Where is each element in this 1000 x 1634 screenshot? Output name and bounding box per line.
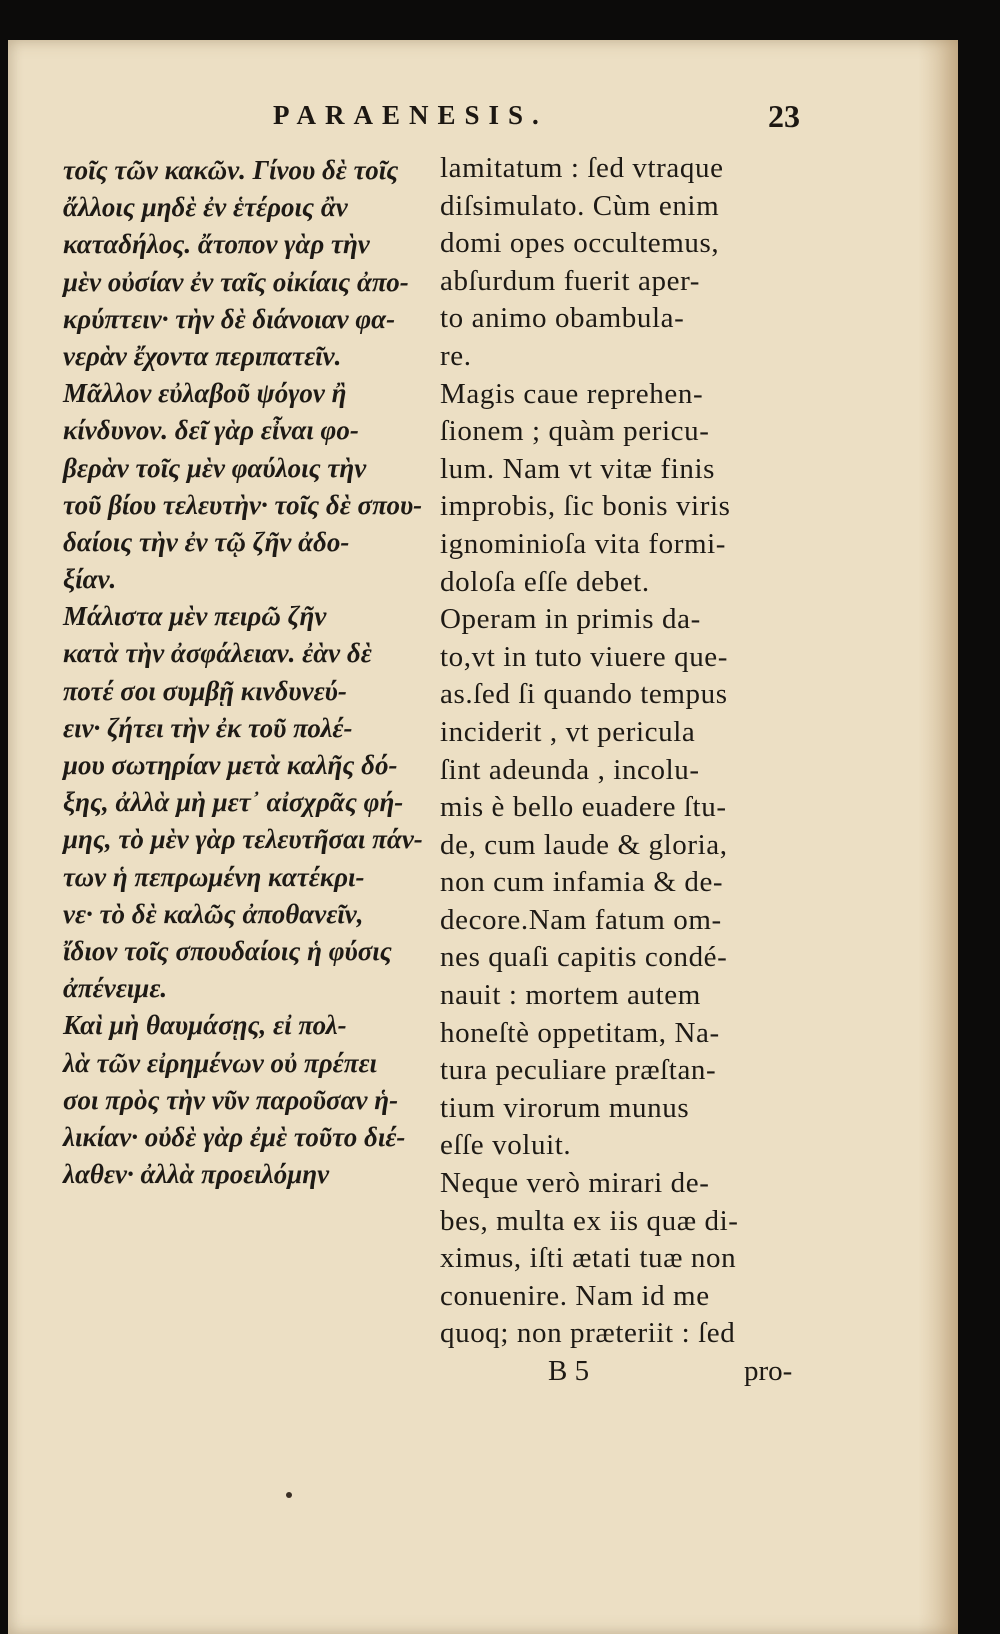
latin-text-line: inciderit , vt pericula	[440, 715, 696, 748]
greek-text-line: ξης, ἀλλὰ μὴ μετ᾽ αἰσχρᾶς φή-	[63, 787, 404, 818]
latin-text-line: ſint adeunda , incolu-	[440, 753, 700, 786]
latin-text-line: Operam in primis da-	[440, 603, 701, 636]
latin-text-line: lamitatum : ſed vtraque	[440, 152, 724, 184]
book-page	[8, 40, 958, 1634]
greek-text-line: κίνδυνον. δεῖ γὰρ εἶναι φο-	[63, 415, 359, 446]
latin-text-line: eſſe voluit.	[440, 1129, 572, 1162]
latin-text-line: conuenire. Nam id me	[440, 1279, 710, 1312]
latin-text-line: honeſtè oppetitam, Na-	[440, 1016, 720, 1049]
greek-text-line: ἄλλοις μηδὲ ἐν ἑτέροις ἂν	[63, 192, 348, 223]
greek-text-line: νε· τὸ δὲ καλῶς ἀποθανεῖν,	[63, 898, 364, 929]
greek-text-line: τοῦ βίου τελευτὴν· τοῖς δὲ σπου-	[63, 489, 423, 520]
greek-text-line: ἀπένειμε.	[63, 973, 168, 1004]
greek-text-line: μου σωτηρίαν μετὰ καλῆς δό-	[63, 750, 398, 780]
greek-text-line: λὰ τῶν εἰρημένων οὐ πρέπει	[63, 1047, 378, 1078]
greek-text-line: λαθεν· ἀλλὰ προειλόμην	[63, 1159, 330, 1190]
latin-text-line: tura peculiare præſtan-	[440, 1054, 717, 1087]
greek-text-line: μὲν οὐσίαν ἐν ταῖς οἰκίαις ἀπο-	[63, 266, 409, 297]
latin-text-line: as.ſed ſi quando tempus	[440, 678, 728, 711]
latin-text-line: ſionem ; quàm pericu-	[440, 415, 710, 448]
latin-text-line: doloſa eſſe debet.	[440, 565, 650, 598]
latin-text-line: to,vt in tuto viuere que-	[440, 640, 729, 673]
greek-text-line: καταδήλος. ἄτοπον γὰρ τὴν	[63, 229, 370, 260]
greek-text-line: δαίοις τὴν ἐν τῷ ζῆν ἀδο-	[63, 526, 350, 557]
greek-text-line: τοῖς τῶν κακῶν. Γίνου δὲ τοῖς	[63, 155, 399, 185]
latin-text-line: de, cum laude & gloria,	[440, 828, 728, 861]
latin-text-line: quoq; non præteriit : ſed	[440, 1317, 736, 1350]
latin-text-line: tium virorum munus	[440, 1091, 690, 1124]
signature-mark: B 5	[548, 1355, 590, 1388]
page-number: 23	[768, 98, 800, 134]
greek-text-line: μης, τὸ μὲν γὰρ τελευτῆσαι πάν-	[63, 824, 423, 855]
greek-text-line: κρύπτειν· τὴν δὲ διάνοιαν φα-	[63, 303, 396, 334]
greek-text-line: Μᾶλλον εὐλαβοῦ ψόγον ἢ	[63, 378, 347, 409]
ink-speck	[286, 1492, 292, 1498]
latin-text-line: decore.Nam fatum om-	[440, 903, 722, 936]
greek-text-line: βερὰν τοῖς μὲν φαύλοις τὴν	[63, 452, 367, 483]
greek-text-line: νερὰν ἔχοντα περιπατεῖν.	[63, 340, 342, 371]
latin-text-line: Neque verò mirari de-	[440, 1167, 710, 1200]
greek-text-line: ποτέ σοι συμβῇ κινδυνεύ-	[63, 675, 347, 706]
latin-text-line: abſurdum fuerit aper-	[440, 264, 701, 297]
latin-text-line: nes quaſi capitis condé-	[440, 941, 728, 974]
greek-text-line: Καὶ μὴ θαυμάσῃς, εἰ πολ-	[63, 1010, 347, 1041]
greek-text-line: λικίαν· οὐδὲ γὰρ ἐμὲ τοῦτο διέ-	[63, 1121, 406, 1152]
latin-text-line: lum. Nam vt vitæ finis	[440, 452, 716, 485]
greek-text-line: ἴδιον τοῖς σπουδαίοις ἡ φύσις	[63, 935, 392, 966]
greek-text-line: Μάλιστα μὲν πειρῶ ζῆν	[63, 601, 327, 632]
latin-text-line: bes, multa ex iis quæ di-	[440, 1204, 739, 1237]
latin-text-line: non cum infamia & de-	[440, 866, 724, 899]
page-edge-stain	[918, 40, 958, 1634]
latin-text-line: re.	[440, 339, 472, 372]
greek-text-column	[63, 152, 423, 1193]
greek-text-line: ειν· ζήτει τὴν ἐκ τοῦ πολέ-	[63, 712, 353, 743]
greek-text-line: σοι πρὸς τὴν νῦν παροῦσαν ἡ-	[63, 1084, 399, 1115]
latin-text-line: mis è bello euadere ſtu-	[440, 791, 727, 824]
greek-text-line: ξίαν.	[63, 564, 117, 595]
latin-text-column	[440, 150, 810, 1353]
latin-text-line: ignominioſa vita formi-	[440, 527, 727, 560]
latin-text-line: Magis caue reprehen-	[440, 377, 704, 410]
latin-text-line: nauit : mortem autem	[440, 979, 701, 1012]
latin-text-line: to animo obambula-	[440, 302, 685, 335]
catchword: pro-	[744, 1355, 793, 1388]
running-head: PARAENESIS.	[273, 100, 548, 130]
greek-text-line: κατὰ τὴν ἀσφάλειαν. ἐὰν δὲ	[63, 638, 372, 669]
latin-text-line: domi opes occultemus,	[440, 227, 720, 260]
latin-text-line: ximus, iſti ætati tuæ non	[440, 1242, 737, 1275]
latin-text-line: improbis, ſic bonis viris	[440, 490, 731, 523]
latin-text-line: diſsimulato. Cùm enim	[440, 189, 720, 222]
greek-text-line: των ἡ πεπρωμένη κατέκρι-	[63, 861, 365, 892]
